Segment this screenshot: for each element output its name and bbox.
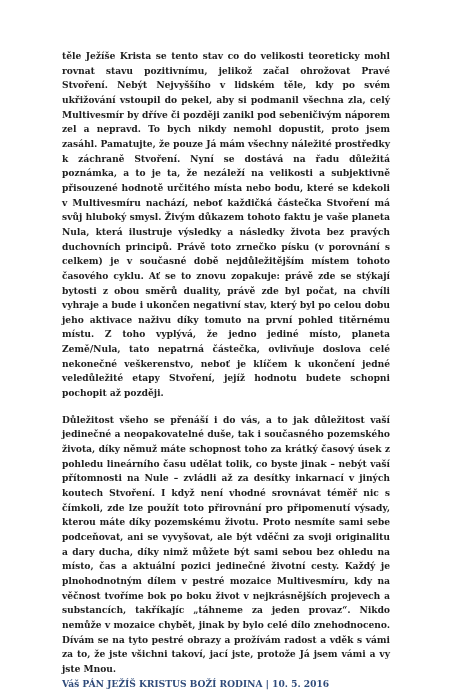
paragraph-2: Důležitost všeho se přenáší i do vás, a to jak důležitost vaší jedinečné a neopakovatelné duše, tak i současného pozemského života, díky němuž máte schopnost toho za krátký časový úsek z pohledu lineárního času udělat tolik, co byste jinak – nebýt vaší přítomnosti na Nule – zvládli až za desítky inkarnací v jiných koutech Stvoření. I když není vhodné srovnávat téměř nic s čímkoli, zde lze použít toto přirovnání pro připomenutí výsady, kterou máte díky pozemskému životu. Proto nesmíte sami sebe podceňovat, ani se vyvyšovat, ale být vděčni za svoji originalitu a dary ducha, díky nimž můžete být sami sebou bez ohledu na místo, čas a aktuální pozici jedinečné životní cesty. Každý je plnohodnotným dílem v pestré mozaice Multivesmíru, kdy na věčnost tvoříme bok po boku život v nejkrásnějších projevech a substancích, takříkajíc „táhneme za jeden provaz“. Nikdo nemůže v mozaice chybět, jinak by bylo celé dílo znehodnoceno. Dívám se na tyto pestré obrazy a prožívám radost a vděk s vámi za to, že jste všichni takoví, jací jste, protože Já jsem vámi a vy jste Mnou.: [62, 414, 390, 675]
paragraph-1: těle Ježíše Krista se tento stav co do velikosti teoreticky mohl rovnat stavu pozitivnímu, jelikož začal ohrožovat Pravé Stvoření. Nebýt Nejvyššího v lidském těle, kdy po svém ukřižování vstoupil do pekel, aby si podmanil všechna zla, celý Multivesmír by dříve či později zanikl pod sebeničivým náporem zel a nepravd. To bych nikdy nemohl dopustit, proto jsem zasáhl. Pamatujte, že pouze Já mám všechny náležité prostředky k záchraně Stvoření. Nyní se dostává na řadu důležitá poznámka, a to je ta, že nezáleží na velikosti a subjektivně přisouzené hodnotě určitého místa nebo bodu, které se kdekoli v Multivesmíru nachází, neboť každičká částečka Stvoření má svůj hluboký smysl. Živým důkazem tohoto faktu je vaše planeta Nula, která ilustruje výsledky a následky života bez pravých duchovních principů. Právě toto zrnečko písku (v porovnání s celkem) je v současné době nejdůležitějším místem tohoto časového cyklu. Ať se to znovu zopakuje: právě zde se stýkají bytosti z obou směrů duality, právě zde byl počat, na chvíli vyhraje a bude i ukončen negativní stav, který byl po celou dobu jeho aktivace naživu díky tomuto na první pohled titěrnému místu. Z toho vyplývá, že jedno jediné místo, planeta Země/Nula, tato nepatrná částečka, ovlivňuje doslova celé nekonečné veškerenstvo, neboť je klíčem k ukončení jedné veledůležité etapy Stvoření, jejíž hodnotu budete schopni pochopit až později.: [62, 51, 390, 400]
document-page: [62, 50, 390, 692]
signature-line: Váš PÁN JEŽÍŠ KRISTUS BOŽÍ RODINA | 10. 5. 2016: [62, 678, 330, 690]
